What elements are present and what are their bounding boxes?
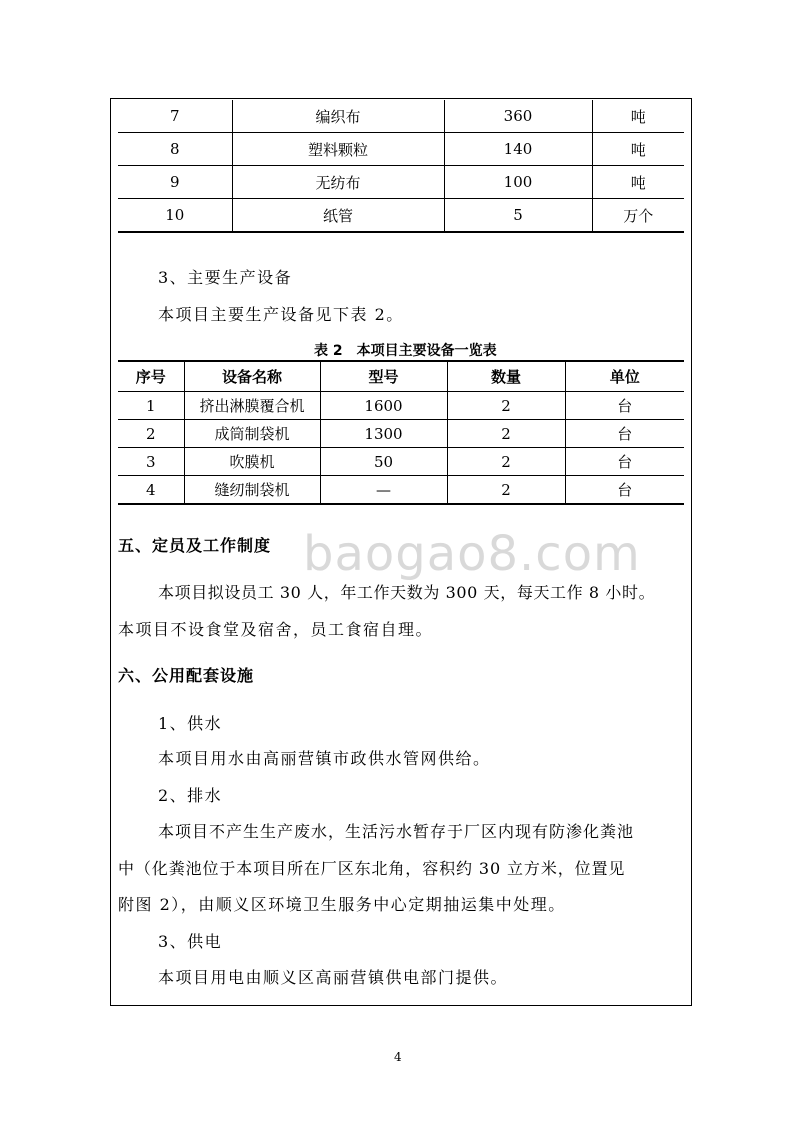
row-number: 10 [118, 199, 232, 233]
equipment-unit: 台 [565, 476, 684, 505]
material-unit: 吨 [592, 100, 684, 133]
section-5-line-1: 本项目拟设员工 30 人，年工作天数为 300 天，每天工作 8 小时。 [158, 583, 656, 602]
row-number: 1 [118, 392, 184, 420]
table-row [118, 392, 684, 420]
table-row [118, 448, 684, 476]
table-header-row [118, 361, 684, 392]
power-text: 本项目用电由顺义区高丽营镇供电部门提供。 [158, 968, 509, 987]
section-6-heading: 六、公用配套设施 [118, 666, 255, 685]
equipment-quantity: 2 [447, 448, 565, 476]
table-row [118, 199, 684, 233]
row-number: 8 [118, 133, 232, 166]
row-number: 3 [118, 448, 184, 476]
material-quantity: 360 [444, 100, 592, 133]
equipment-quantity: 2 [447, 420, 565, 448]
material-name: 纸管 [232, 199, 444, 233]
drainage-line-2: 中（化粪池位于本项目所在厂区东北角，容积约 30 立方米，位置见 [118, 859, 626, 878]
equipment-quantity: 2 [447, 392, 565, 420]
equipment-table [118, 360, 684, 505]
equipment-unit: 台 [565, 420, 684, 448]
equipment-name: 缝纫制袋机 [184, 476, 320, 505]
header-number: 序号 [118, 361, 184, 392]
row-number: 2 [118, 420, 184, 448]
water-supply-text: 本项目用水由高丽营镇市政供水管网供给。 [158, 749, 491, 768]
table-row [118, 476, 684, 505]
watermark: baogao8.com [303, 526, 641, 582]
header-unit: 单位 [565, 361, 684, 392]
drainage-line-3: 附图 2），由顺义区环境卫生服务中心定期抽运集中处理。 [118, 895, 566, 914]
header-model: 型号 [320, 361, 447, 392]
material-unit: 吨 [592, 166, 684, 199]
drainage-heading: 2、排水 [158, 786, 223, 805]
drainage-line-1: 本项目不产生生产废水，生活污水暂存于厂区内现有防渗化粪池 [158, 822, 635, 841]
material-quantity: 100 [444, 166, 592, 199]
equipment-name: 成筒制袋机 [184, 420, 320, 448]
row-number: 9 [118, 166, 232, 199]
table-row [118, 166, 684, 199]
table-row [118, 420, 684, 448]
material-name: 编织布 [232, 100, 444, 133]
equipment-model: 50 [320, 448, 447, 476]
equipment-unit: 台 [565, 392, 684, 420]
table-row [118, 133, 684, 166]
equipment-unit: 台 [565, 448, 684, 476]
material-unit: 吨 [592, 133, 684, 166]
equipment-name: 吹膜机 [184, 448, 320, 476]
table-row [118, 100, 684, 133]
section-5-line-2: 本项目不设食堂及宿舍，员工食宿自理。 [118, 620, 434, 639]
material-name: 无纺布 [232, 166, 444, 199]
row-number: 4 [118, 476, 184, 505]
table-2-caption: 表 2 本项目主要设备一览表 [314, 343, 497, 359]
material-quantity: 140 [444, 133, 592, 166]
material-name: 塑料颗粒 [232, 133, 444, 166]
equipment-model: — [320, 476, 447, 505]
page-number: 4 [394, 1050, 402, 1064]
material-unit: 万个 [592, 199, 684, 233]
section-3-intro: 本项目主要生产设备见下表 2。 [158, 305, 404, 324]
row-number: 7 [118, 100, 232, 133]
equipment-model: 1600 [320, 392, 447, 420]
materials-table [118, 100, 684, 233]
section-5-heading: 五、定员及工作制度 [118, 536, 272, 555]
header-quantity: 数量 [447, 361, 565, 392]
header-equipment-name: 设备名称 [184, 361, 320, 392]
water-supply-heading: 1、供水 [158, 714, 223, 733]
power-heading: 3、供电 [158, 932, 223, 951]
equipment-quantity: 2 [447, 476, 565, 505]
material-quantity: 5 [444, 199, 592, 233]
section-3-heading: 3、主要生产设备 [158, 268, 293, 287]
equipment-model: 1300 [320, 420, 447, 448]
equipment-name: 挤出淋膜覆合机 [184, 392, 320, 420]
